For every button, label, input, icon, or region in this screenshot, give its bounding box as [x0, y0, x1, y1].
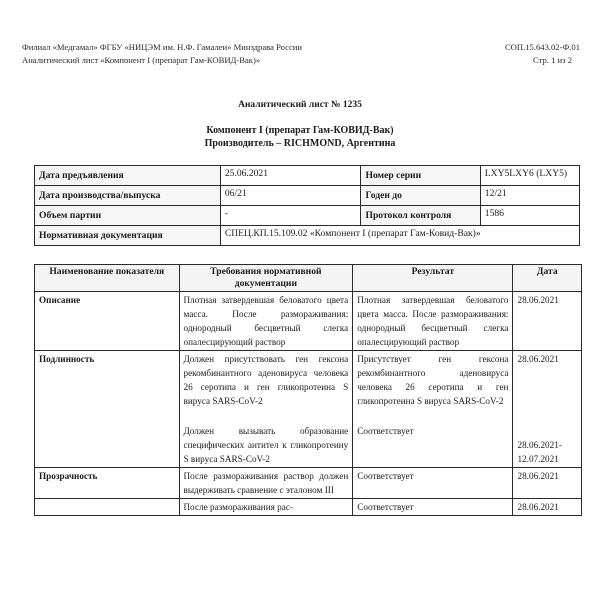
date-cell: 28.06.2021: [513, 468, 582, 499]
table-header-row: [35, 265, 582, 292]
date-cell: 28.06.2021: [513, 292, 582, 351]
product-name: Компонент I (препарат Гам-КОВИД-Вак): [206, 125, 394, 136]
date-text: 28.06.2021: [517, 354, 559, 364]
normative-doc-value: СПЕЦ.КП.15.109.02 «Компонент I (препарат Гам-Ковид-Вак)»: [220, 226, 579, 246]
info-row: [35, 226, 580, 246]
table-row: [35, 499, 582, 516]
date-text-2: 28.06.2021-12.07.2021: [517, 440, 562, 464]
submission-date-label: Дата предъявления: [35, 166, 221, 186]
requirement-text: Должен присутствовать ген гексона рекомбинантного аденовируса человека 26 серотипа и ген гликопротеина S вируса SARS-CoV-2: [183, 354, 349, 406]
indicator-cell: [35, 499, 180, 516]
document-header-right: [470, 41, 580, 67]
column-header-date: Дата: [513, 265, 582, 292]
table-row: [35, 292, 582, 351]
expiry-label: Годен до: [361, 186, 480, 206]
result-text: Присутствует ген гексона рекомбинантного аденовируса человека 26 серотипа и ген гликопротеина S вируса SARS-CoV-2: [357, 354, 509, 406]
batch-number-value: LXY5LXY6 (LXY5): [480, 166, 579, 186]
requirement-cell: [179, 351, 353, 468]
document-name-line: Аналитический лист «Компонент I (препарат Гам-КОВИД-Вак)»: [22, 55, 261, 65]
indicator-cell: Описание: [35, 292, 180, 351]
result-cell: Соответствует: [353, 468, 513, 499]
indicator-cell: Подлинность: [35, 351, 180, 468]
batch-info-table: [34, 165, 580, 246]
batch-volume-label: Объем партии: [35, 206, 221, 226]
date-cell: [513, 351, 582, 468]
info-row: [35, 166, 580, 186]
document-title: Аналитический лист № 1235: [238, 100, 362, 110]
result-cell: Соответствует: [353, 499, 513, 516]
column-header-requirements: Требования нормативной документации: [179, 265, 353, 292]
page-info: Стр. 1 из 2: [533, 55, 572, 65]
batch-number-label: Номер серии: [361, 166, 480, 186]
requirement-cell: Плотная затвердевшая беловатого цвета масса. После размораживания: однородный бесцветный слегка опалесцирующий раствор: [179, 292, 353, 351]
column-header-indicator: Наименование показателя: [35, 265, 180, 292]
protocol-value: 1586: [480, 206, 579, 226]
table-row: [35, 351, 582, 468]
column-header-result: Результат: [353, 265, 513, 292]
organization-line: Филиал «Медгамал» ФГБУ «НИЦЭМ им. Н.Ф. Гамалеи» Минздрава России: [22, 42, 302, 52]
result-cell: Плотная затвердевшая беловатого цвета масса. После размораживания: однородный бесцветный слегка опалесцирующий раствор: [353, 292, 513, 351]
normative-doc-label: Нормативная документация: [35, 226, 221, 246]
result-cell: [353, 351, 513, 468]
document-code: СОП.15.643.02-Ф.01: [504, 42, 580, 52]
production-date-value: 06/21: [220, 186, 361, 206]
info-row: [35, 206, 580, 226]
indicator-cell: Прозрачность: [35, 468, 180, 499]
requirement-text-2: Должен вызывать образование специфических антител к гликопротеину S вируса SARS-CoV-2: [183, 426, 349, 464]
manufacturer: Производитель – RICHMOND, Аргентина: [204, 138, 396, 149]
date-cell: 28.06.2021: [513, 499, 582, 516]
expiry-value: 12/21: [480, 186, 579, 206]
submission-date-value: 25.06.2021: [220, 166, 361, 186]
table-row: [35, 468, 582, 499]
document-header-left: [22, 41, 302, 67]
production-date-label: Дата производства/выпуска: [35, 186, 221, 206]
batch-volume-value: -: [220, 206, 361, 226]
protocol-label: Протокол контроля: [361, 206, 480, 226]
document-subtitle: [0, 124, 600, 150]
info-row: [35, 186, 580, 206]
results-table: [34, 264, 582, 516]
result-text-2: Соответствует: [357, 426, 414, 436]
requirement-cell: После размораживания раствор должен выдерживать сравнение с эталоном III: [179, 468, 353, 499]
requirement-cell: После размораживания рас-: [179, 499, 353, 516]
